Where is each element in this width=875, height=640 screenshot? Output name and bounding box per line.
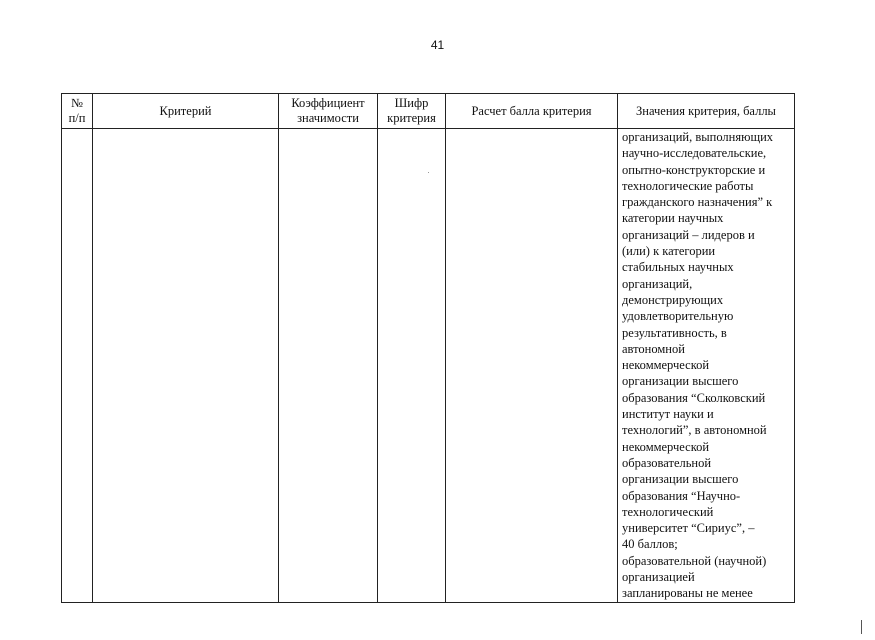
header-code — [378, 94, 446, 129]
scan-edge-mark — [861, 620, 862, 634]
value-text-line: организации высшего — [622, 472, 739, 487]
value-text-line: организации высшего — [622, 374, 739, 389]
value-text-line: демонстрирующих — [622, 292, 724, 307]
value-text-line: образования “Сколковский — [622, 390, 766, 405]
header-coefficient — [279, 94, 378, 129]
cell-coefficient — [279, 129, 378, 603]
value-text-line: технологические работы — [622, 178, 754, 193]
value-text-line: организаций, — [622, 276, 693, 291]
header-row — [62, 94, 795, 129]
header-criterion — [93, 94, 279, 129]
cell-number — [62, 129, 93, 603]
value-text-line: некоммерческой — [622, 439, 710, 454]
header-number — [62, 94, 93, 129]
value-text-line: категории научных — [622, 211, 724, 226]
cell-criterion — [93, 129, 279, 603]
value-text-line: университет “Сириус”, – — [622, 521, 755, 536]
value-text-line: гражданского назначения” к — [622, 195, 773, 210]
header-calculation-label: Расчет балла критерия — [471, 103, 592, 118]
criteria-table — [61, 93, 795, 603]
value-text-line: запланированы не менее — [622, 586, 753, 601]
header-coefficient-line: Коэффициент — [291, 96, 365, 110]
page-number: 41 — [430, 38, 445, 52]
value-text-line: стабильных научных — [622, 260, 734, 275]
value-text-line: образования “Научно- — [622, 488, 741, 503]
header-calculation — [446, 94, 618, 129]
header-code-line: Шифр — [394, 96, 429, 110]
value-text-line: образовательной (научной) — [622, 553, 767, 568]
value-text-line: организаций – лидеров и — [622, 227, 755, 242]
value-text-line: некоммерческой — [622, 358, 710, 373]
value-text-line: технологий”, в автономной — [622, 423, 767, 438]
value-text-line: 40 баллов; — [622, 537, 678, 552]
value-text-line: технологический — [622, 504, 714, 519]
value-text-line: (или) к категории — [622, 244, 716, 259]
value-text-line: опытно-конструкторские и — [622, 162, 766, 177]
value-text-line: институт науки и — [622, 407, 714, 422]
value-text-line: организацией — [622, 570, 695, 585]
header-number-line: № — [71, 96, 83, 110]
value-text-line: организаций, выполняющих — [622, 130, 774, 144]
value-text-line: удовлетворительную — [622, 309, 734, 324]
header-number-line: п/п — [68, 111, 86, 125]
cell-values — [618, 129, 795, 603]
cell-code — [378, 129, 446, 603]
cell-calculation — [446, 129, 618, 603]
value-text-line: автономной — [622, 341, 685, 356]
value-text-line: образовательной — [622, 455, 712, 470]
header-code-line: критерия — [387, 111, 436, 125]
header-coefficient-line: значимости — [297, 111, 359, 125]
table-row — [62, 129, 795, 603]
scan-speck — [428, 172, 429, 173]
value-text-line: результативность, в — [622, 325, 727, 340]
header-criterion-label: Критерий — [159, 103, 212, 118]
header-values-label: Значения критерия, баллы — [636, 103, 776, 118]
header-values — [618, 94, 795, 129]
value-text-line: научно-исследовательские, — [622, 146, 767, 161]
